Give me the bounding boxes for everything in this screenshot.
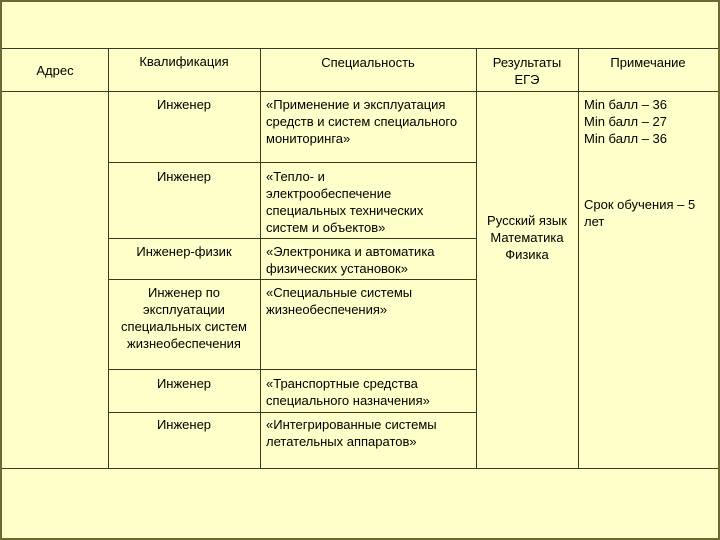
header-divider <box>2 91 718 92</box>
row-4-qualification: Инженер по эксплуатации специальных систем жизнеобеспечения <box>121 285 247 351</box>
exam-subjects-list <box>476 212 578 263</box>
row-4-specialty: «Специальные системы жизнеобеспечения» <box>266 285 413 317</box>
row-2-specialty: «Тепло- и электрообеспечение специальных технических систем и объектов» <box>266 169 424 235</box>
column-divider <box>260 48 261 468</box>
min-score: Min балл – 36 <box>584 97 668 112</box>
row-1-qualification: Инженер <box>156 97 212 112</box>
row-2-qualification: Инженер <box>156 169 212 184</box>
header-exam-results: Результаты ЕГЭ <box>492 55 562 87</box>
min-score: Min балл – 27 <box>584 114 668 129</box>
row-3-specialty: «Электроника и автоматика физических установок» <box>266 244 435 276</box>
header-address: Адрес <box>36 63 74 78</box>
study-duration: Срок обучения – 5 лет <box>584 197 696 229</box>
min-scores-list <box>584 96 714 147</box>
exam-subject: Физика <box>505 247 549 262</box>
row-divider <box>108 412 476 413</box>
row-6-qualification: Инженер <box>156 417 212 432</box>
header-note: Примечание <box>610 55 686 70</box>
row-divider <box>108 279 476 280</box>
column-divider <box>578 48 579 468</box>
exam-subject: Русский язык <box>487 213 567 228</box>
row-6-specialty: «Интегрированные системы летательных аппаратов» <box>266 417 437 449</box>
exam-subject: Математика <box>490 230 564 245</box>
header-specialty: Специальность <box>321 55 415 70</box>
row-5-specialty: «Транспортные средства специального назначения» <box>266 376 430 408</box>
row-5-qualification: Инженер <box>156 376 212 391</box>
row-1-specialty: «Применение и эксплуатация средств и систем специального мониторинга» <box>266 97 458 146</box>
table-bottom-border <box>2 468 718 469</box>
header-qualification: Квалификация <box>139 54 229 69</box>
min-score: Min балл – 36 <box>584 131 668 146</box>
table-top-border <box>2 48 718 49</box>
row-divider <box>108 238 476 239</box>
row-divider <box>108 162 476 163</box>
row-divider <box>108 369 476 370</box>
row-3-qualification: Инженер-физик <box>136 244 232 259</box>
